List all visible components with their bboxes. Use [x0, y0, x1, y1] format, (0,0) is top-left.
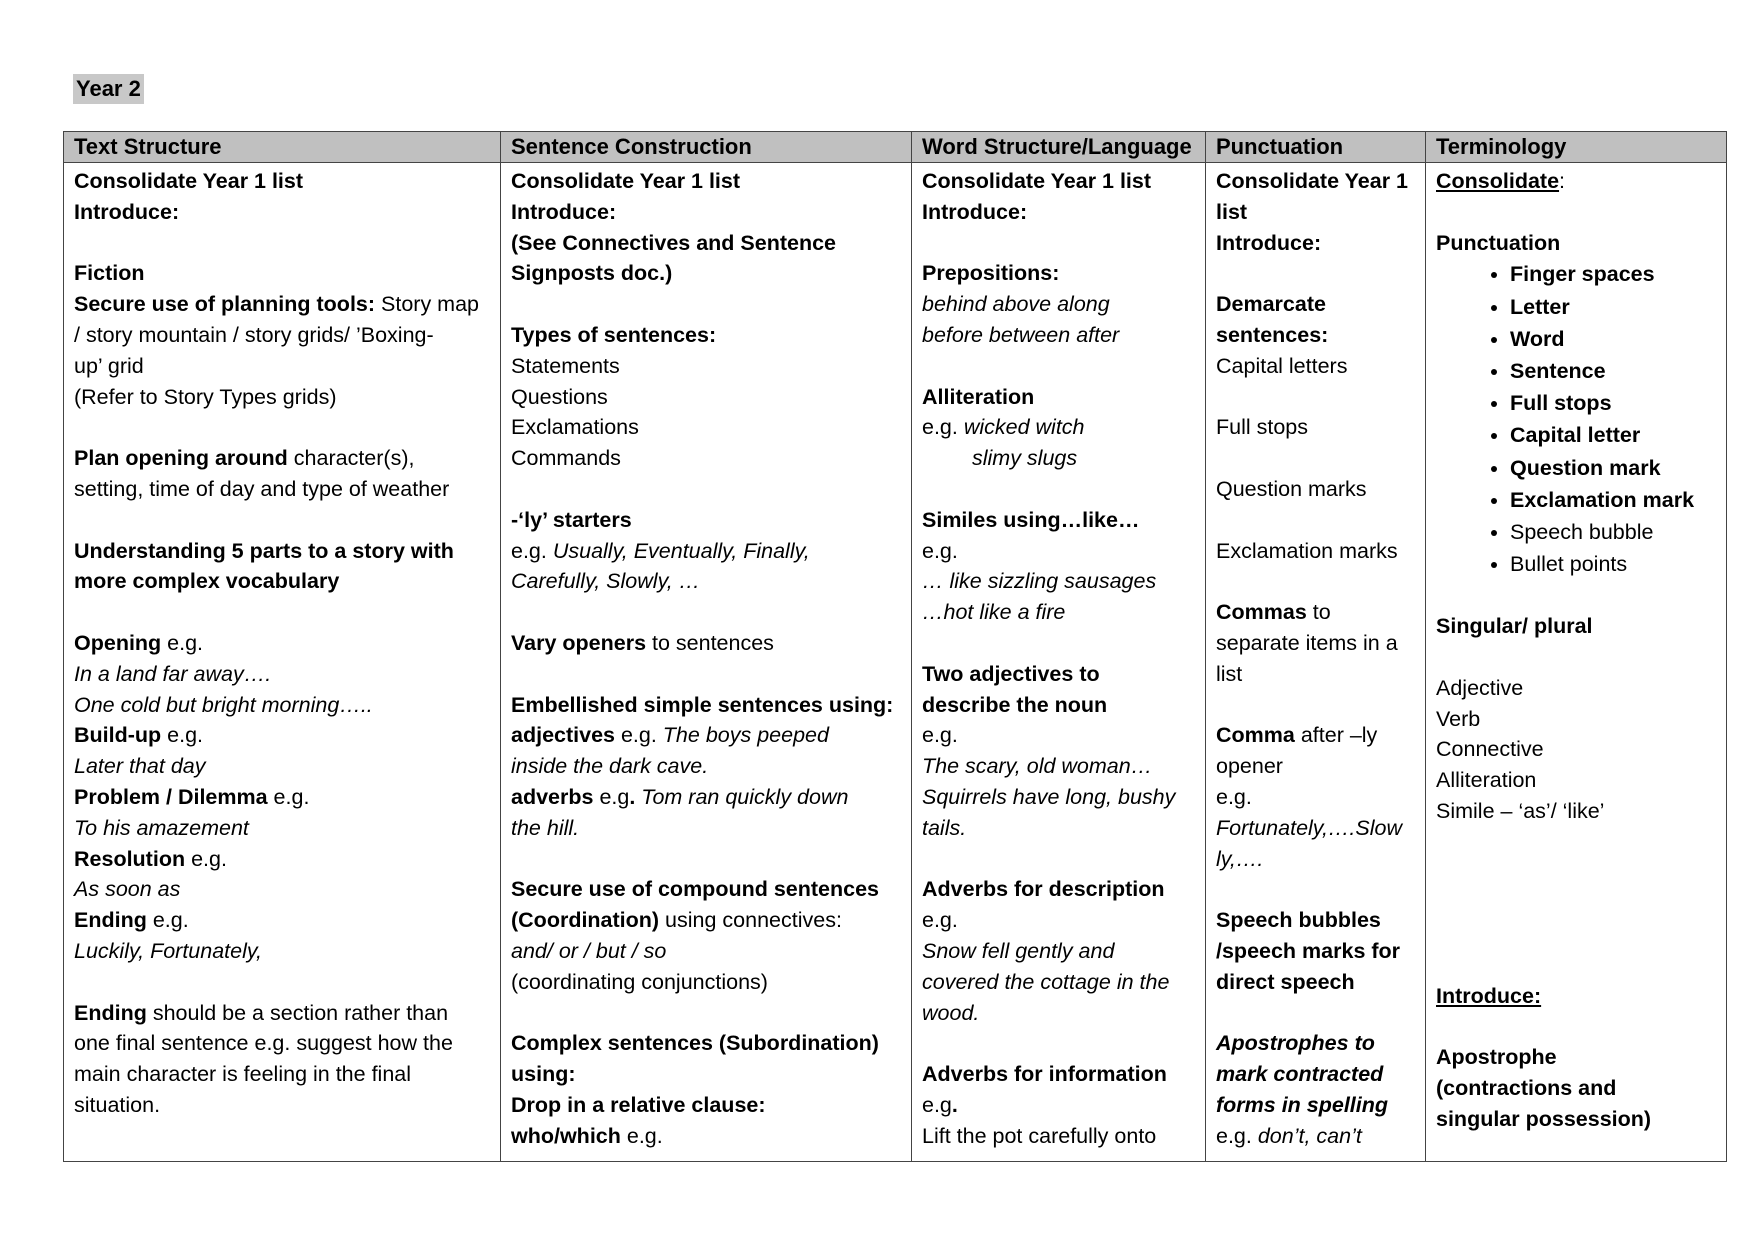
text-run: Questions	[511, 384, 608, 409]
text-run: Secure use of planning tools:	[74, 292, 376, 317]
blank-line	[74, 228, 490, 259]
text-line	[1216, 597, 1415, 628]
text-run: One cold but bright morning…..	[74, 692, 373, 717]
page-title: Year 2	[73, 74, 144, 104]
text-line	[922, 1059, 1195, 1090]
text-line	[922, 197, 1195, 228]
text-line	[922, 751, 1195, 782]
text-line	[511, 1028, 901, 1059]
text-run: wood.	[922, 1000, 980, 1025]
blank-line	[1216, 382, 1415, 413]
text-line	[922, 443, 1195, 474]
text-line	[74, 382, 490, 413]
text-run: Question marks	[1216, 476, 1367, 501]
text-line	[74, 936, 490, 967]
text-line	[511, 967, 901, 998]
consolidate-colon: :	[1559, 169, 1566, 193]
text-line	[1216, 228, 1415, 259]
text-line	[511, 1059, 901, 1090]
text-run: main character is feeling in the final	[74, 1062, 412, 1087]
text-run: e.g	[593, 784, 630, 809]
text-line	[511, 166, 901, 197]
text-run: Consolidate Year 1 list	[511, 169, 741, 193]
text-run: e.g.	[146, 908, 189, 933]
text-line	[1216, 351, 1415, 382]
text-run: Apostrophes to	[1216, 1031, 1375, 1056]
text-run: list	[1216, 661, 1243, 686]
blank-line	[922, 351, 1195, 382]
text-line	[74, 566, 490, 597]
text-line	[74, 998, 490, 1029]
apostrophe-line: singular possession)	[1436, 1106, 1652, 1131]
blank-line	[1436, 858, 1716, 889]
list-item: • Exclamation mark	[1510, 484, 1716, 516]
text-line	[922, 813, 1195, 844]
text-line	[922, 166, 1195, 197]
text-line	[1216, 1028, 1415, 1059]
text-run: /speech marks for	[1216, 938, 1401, 963]
text-run: character(s),	[287, 446, 415, 471]
text-run: Understanding 5 parts to a story with	[74, 538, 454, 563]
list-item: • Sentence	[1510, 355, 1716, 387]
text-run: Embellished simple sentences using:	[511, 692, 894, 717]
text-line	[74, 720, 490, 751]
text-line	[511, 720, 901, 751]
text-run: Consolidate Year 1 list	[74, 169, 304, 193]
list-item: • Full stops	[1510, 387, 1716, 419]
blank-line	[1216, 874, 1415, 905]
text-run: using connectives:	[659, 908, 842, 933]
text-line	[1216, 412, 1415, 443]
text-line	[922, 936, 1195, 967]
text-run: e.g.	[161, 630, 204, 655]
text-run: Problem / Dilemma	[74, 784, 268, 809]
text-run: Capital letters	[1216, 353, 1348, 378]
text-line	[511, 443, 901, 474]
text-line	[511, 228, 901, 259]
text-run: situation.	[74, 1092, 161, 1117]
punctuation-cell	[1206, 163, 1426, 1162]
blank-line	[1436, 1012, 1716, 1043]
list-item: • Speech bubble	[1510, 516, 1716, 548]
text-line	[74, 320, 490, 351]
text-run: e.g.	[922, 538, 958, 563]
text-line	[922, 566, 1195, 597]
text-line	[74, 536, 490, 567]
text-run: The boys peeped	[662, 723, 829, 748]
text-run: To his amazement	[74, 815, 249, 840]
text-line	[1216, 166, 1415, 197]
text-line	[511, 690, 901, 721]
term-adjective: Adjective	[1436, 675, 1524, 700]
text-run: using:	[511, 1062, 576, 1087]
text-run: Full stops	[1216, 415, 1309, 440]
text-run: (Refer to Story Types grids)	[74, 384, 337, 409]
text-run: Prepositions:	[922, 261, 1060, 286]
text-line	[511, 936, 901, 967]
text-run: Similes using…like…	[922, 507, 1140, 532]
text-line	[922, 874, 1195, 905]
text-run: one final sentence e.g. suggest how the	[74, 1031, 453, 1056]
text-run: Exclamation marks	[1216, 538, 1398, 563]
text-run: Drop in a relative clause:	[511, 1092, 766, 1117]
text-line	[74, 1059, 490, 1090]
text-line	[1216, 320, 1415, 351]
text-run: e.g.	[614, 723, 663, 748]
text-line	[511, 566, 901, 597]
text-line	[74, 659, 490, 690]
text-run: wicked witch	[963, 415, 1085, 440]
text-run: Resolution	[74, 846, 186, 871]
header-punctuation: Punctuation	[1206, 132, 1426, 163]
text-run: Consolidate Year 1 list	[922, 169, 1152, 193]
blank-line	[74, 597, 490, 628]
text-line	[1216, 628, 1415, 659]
text-line	[511, 351, 901, 382]
header-sentence-construction: Sentence Construction	[501, 132, 912, 163]
text-line	[1216, 720, 1415, 751]
text-line	[74, 166, 490, 197]
text-line	[74, 844, 490, 875]
text-run: Introduce:	[74, 199, 180, 224]
text-run: …hot like a fire	[922, 600, 1066, 625]
text-run: opener	[1216, 754, 1283, 779]
consolidate-label: Consolidate	[1436, 169, 1560, 193]
text-line	[74, 813, 490, 844]
blank-line	[922, 628, 1195, 659]
text-run: e.g.	[620, 1123, 663, 1148]
text-run: inside the dark cave.	[511, 754, 709, 779]
blank-line	[511, 597, 901, 628]
text-line	[74, 443, 490, 474]
text-run: e.g.	[1216, 1123, 1258, 1148]
text-run: / story mountain / story grids/ ’Boxing-	[74, 322, 434, 347]
text-run: Tom ran quickly down	[635, 784, 849, 809]
text-run: Fortunately,….Slow	[1216, 815, 1403, 840]
blank-line	[1216, 443, 1415, 474]
text-run: list	[1216, 199, 1248, 224]
text-line	[922, 1090, 1195, 1121]
text-line	[1216, 474, 1415, 505]
text-line	[511, 905, 901, 936]
blank-line	[74, 967, 490, 998]
text-line	[511, 1121, 901, 1152]
text-run: Vary openers	[511, 630, 647, 655]
text-line	[1216, 905, 1415, 936]
text-run: e.g.	[511, 538, 553, 563]
text-run: Commas	[1216, 600, 1307, 625]
text-run: describe the noun	[922, 692, 1108, 717]
text-run: Exclamations	[511, 415, 639, 440]
text-run: e.g.	[185, 846, 227, 871]
text-line	[511, 874, 901, 905]
text-line	[74, 351, 490, 382]
curriculum-table	[63, 131, 1727, 1162]
text-line	[1216, 536, 1415, 567]
list-item: • Question mark	[1510, 452, 1716, 484]
text-run: In a land far away….	[74, 661, 272, 686]
text-run: e.g.	[922, 908, 958, 933]
text-run: .	[951, 1092, 958, 1117]
text-run: Two adjectives to	[922, 661, 1100, 686]
text-line	[74, 874, 490, 905]
blank-line	[1436, 950, 1716, 981]
text-line	[922, 258, 1195, 289]
text-line	[1216, 844, 1415, 875]
blank-line	[1216, 690, 1415, 721]
blank-line	[511, 289, 901, 320]
text-line	[74, 782, 490, 813]
text-run: (coordinating conjunctions)	[511, 969, 768, 994]
text-run: more complex vocabulary	[74, 569, 340, 594]
text-run: .	[629, 784, 636, 809]
text-run: Build-up	[74, 723, 162, 748]
text-run: don’t, can’t	[1257, 1123, 1362, 1148]
blank-line	[1216, 566, 1415, 597]
list-item: • Letter	[1510, 291, 1716, 323]
text-run: ly,….	[1216, 846, 1264, 871]
text-run: the hill.	[511, 815, 580, 840]
text-run: Consolidate Year 1	[1216, 169, 1408, 193]
text-line	[922, 382, 1195, 413]
blank-line	[511, 998, 901, 1029]
text-run: e.g.	[922, 723, 958, 748]
apostrophe-line: Apostrophe	[1436, 1045, 1557, 1070]
term-simile: Simile – ‘as’/ ‘like’	[1436, 799, 1605, 823]
text-run: Plan opening around	[74, 446, 288, 471]
text-line	[1216, 1121, 1415, 1152]
text-line	[922, 659, 1195, 690]
text-run: Story map	[375, 292, 479, 317]
text-line	[511, 412, 901, 443]
text-run: Later that day	[74, 754, 206, 779]
text-line	[1216, 197, 1415, 228]
text-run: Types of sentences:	[511, 322, 717, 347]
text-line	[1216, 967, 1415, 998]
text-run: covered the cottage in the	[922, 969, 1170, 994]
text-run: -‘ly’ starters	[511, 507, 632, 532]
text-run: Introduce:	[1216, 230, 1322, 255]
text-run: up’ grid	[74, 353, 144, 378]
text-run: tails.	[922, 815, 967, 840]
text-line	[74, 289, 490, 320]
text-line	[511, 628, 901, 659]
text-run: setting, time of day and type of weather	[74, 476, 450, 501]
text-run: Adverbs for information	[922, 1062, 1167, 1087]
list-item: • Bullet points	[1510, 548, 1716, 580]
text-line	[74, 628, 490, 659]
text-line	[511, 382, 901, 413]
term-connective: Connective	[1436, 737, 1544, 762]
text-run: should be a section rather than	[146, 1000, 449, 1025]
text-line	[1216, 1059, 1415, 1090]
blank-line	[511, 659, 901, 690]
text-run: As soon as	[74, 877, 181, 902]
text-line	[922, 289, 1195, 320]
text-line	[511, 197, 901, 228]
text-line	[511, 1090, 901, 1121]
text-run: slimy slugs	[972, 446, 1078, 471]
word-structure-cell	[912, 163, 1206, 1162]
list-item: • Word	[1510, 323, 1716, 355]
text-run: (See Connectives and Sentence	[511, 230, 836, 255]
text-line	[511, 782, 901, 813]
text-line	[922, 536, 1195, 567]
text-run: Signposts doc.)	[511, 261, 673, 286]
text-line	[922, 505, 1195, 536]
text-run: to sentences	[646, 630, 774, 655]
text-run: Lift the pot carefully onto	[922, 1123, 1157, 1148]
blank-line	[1216, 258, 1415, 289]
text-line	[922, 782, 1195, 813]
text-run: Carefully, Slowly, …	[511, 569, 701, 594]
text-line	[1216, 936, 1415, 967]
text-line	[74, 690, 490, 721]
text-line	[74, 1028, 490, 1059]
blank-line	[1436, 919, 1716, 950]
text-run: e.g	[922, 1092, 952, 1117]
text-run: forms in spelling	[1216, 1092, 1389, 1117]
text-line	[1216, 289, 1415, 320]
text-run: Adverbs for description	[922, 877, 1165, 902]
blank-line	[1436, 197, 1716, 228]
text-line	[74, 258, 490, 289]
text-line	[74, 1090, 490, 1121]
blank-line	[511, 474, 901, 505]
sentence-construction-cell	[501, 163, 912, 1162]
text-line	[74, 474, 490, 505]
text-line	[1216, 751, 1415, 782]
blank-line	[511, 844, 901, 875]
term-verb: Verb	[1436, 706, 1481, 731]
text-line	[922, 320, 1195, 351]
text-run: Ending	[74, 908, 147, 933]
text-run: (Coordination)	[511, 908, 660, 933]
text-run: Introduce:	[922, 199, 1028, 224]
text-run: Snow fell gently and	[922, 938, 1115, 963]
text-line	[74, 197, 490, 228]
text-run: … like sizzling sausages	[922, 569, 1157, 594]
list-item: • Capital letter	[1510, 419, 1716, 451]
text-run: Commands	[511, 446, 621, 471]
text-run: Luckily, Fortunately,	[74, 938, 262, 963]
introduce-heading: Introduce:	[1436, 983, 1542, 1008]
text-line	[922, 597, 1195, 628]
text-line	[922, 720, 1195, 751]
text-line	[1216, 1090, 1415, 1121]
text-run: Secure use of compound sentences	[511, 877, 879, 902]
terminology-cell	[1426, 163, 1727, 1162]
punctuation-heading: Punctuation	[1436, 230, 1561, 255]
text-run: Opening	[74, 630, 162, 655]
text-run: e.g.	[922, 415, 964, 440]
header-row	[64, 132, 1727, 163]
text-run: e.g.	[1216, 784, 1252, 809]
blank-line	[922, 474, 1195, 505]
text-run: e.g.	[161, 723, 204, 748]
text-run: e.g.	[267, 784, 310, 809]
text-run: Speech bubbles	[1216, 908, 1381, 933]
text-line	[922, 412, 1195, 443]
text-structure-cell	[64, 163, 501, 1162]
text-run: before between after	[922, 322, 1120, 347]
blank-line	[1436, 642, 1716, 673]
header-word-structure: Word Structure/Language	[912, 132, 1206, 163]
term-alliteration: Alliteration	[1436, 768, 1537, 793]
text-line	[511, 536, 901, 567]
text-line	[511, 813, 901, 844]
text-line	[74, 751, 490, 782]
blank-line	[922, 844, 1195, 875]
text-line	[1216, 813, 1415, 844]
text-run: Usually, Eventually, Finally,	[552, 538, 810, 563]
text-line	[922, 1121, 1195, 1152]
text-line	[511, 258, 901, 289]
text-run: Complex sentences (Subordination)	[511, 1031, 879, 1056]
text-line	[1216, 782, 1415, 813]
text-run: direct speech	[1216, 969, 1355, 994]
text-line	[511, 320, 901, 351]
blank-line	[1216, 505, 1415, 536]
consolidate-line	[1436, 166, 1716, 197]
text-run: mark contracted	[1216, 1062, 1384, 1087]
text-line	[511, 505, 901, 536]
list-item: • Finger spaces	[1510, 258, 1716, 290]
text-run: to	[1306, 600, 1331, 625]
blank-line	[74, 412, 490, 443]
text-run: and/ or / but / so	[511, 938, 667, 963]
text-run: Demarcate	[1216, 292, 1326, 317]
blank-line	[922, 228, 1195, 259]
text-run: adjectives	[511, 723, 615, 748]
blank-line	[922, 1028, 1195, 1059]
singular-plural-heading: Singular/ plural	[1436, 614, 1593, 639]
header-text-structure: Text Structure	[64, 132, 501, 163]
text-line	[511, 751, 901, 782]
text-run: after –ly	[1294, 723, 1378, 748]
text-run: sentences:	[1216, 322, 1329, 347]
blank-line	[74, 505, 490, 536]
text-line	[1216, 659, 1415, 690]
text-run: Introduce:	[511, 199, 617, 224]
text-line	[74, 905, 490, 936]
text-run: Fiction	[74, 261, 145, 286]
text-run: Squirrels have long, bushy	[922, 784, 1176, 809]
text-run: separate items in a	[1216, 630, 1398, 655]
apostrophe-line: (contractions and	[1436, 1076, 1617, 1101]
text-run: Ending	[74, 1000, 147, 1025]
text-run: who/which	[511, 1123, 621, 1148]
content-row	[64, 163, 1727, 1162]
blank-line	[1216, 998, 1415, 1029]
text-line	[922, 905, 1195, 936]
text-run: Alliteration	[922, 384, 1035, 409]
text-run: adverbs	[511, 784, 594, 809]
text-line	[922, 967, 1195, 998]
text-run: behind above along	[922, 292, 1110, 317]
punctuation-terms-list	[1436, 258, 1716, 580]
text-run: Comma	[1216, 723, 1295, 748]
blank-line	[1436, 888, 1716, 919]
text-line	[922, 998, 1195, 1029]
blank-line	[1436, 827, 1716, 858]
header-terminology: Terminology	[1426, 132, 1727, 163]
text-run: The scary, old woman…	[922, 754, 1153, 779]
text-run: Statements	[511, 353, 620, 378]
text-line	[922, 690, 1195, 721]
blank-line	[1436, 580, 1716, 611]
